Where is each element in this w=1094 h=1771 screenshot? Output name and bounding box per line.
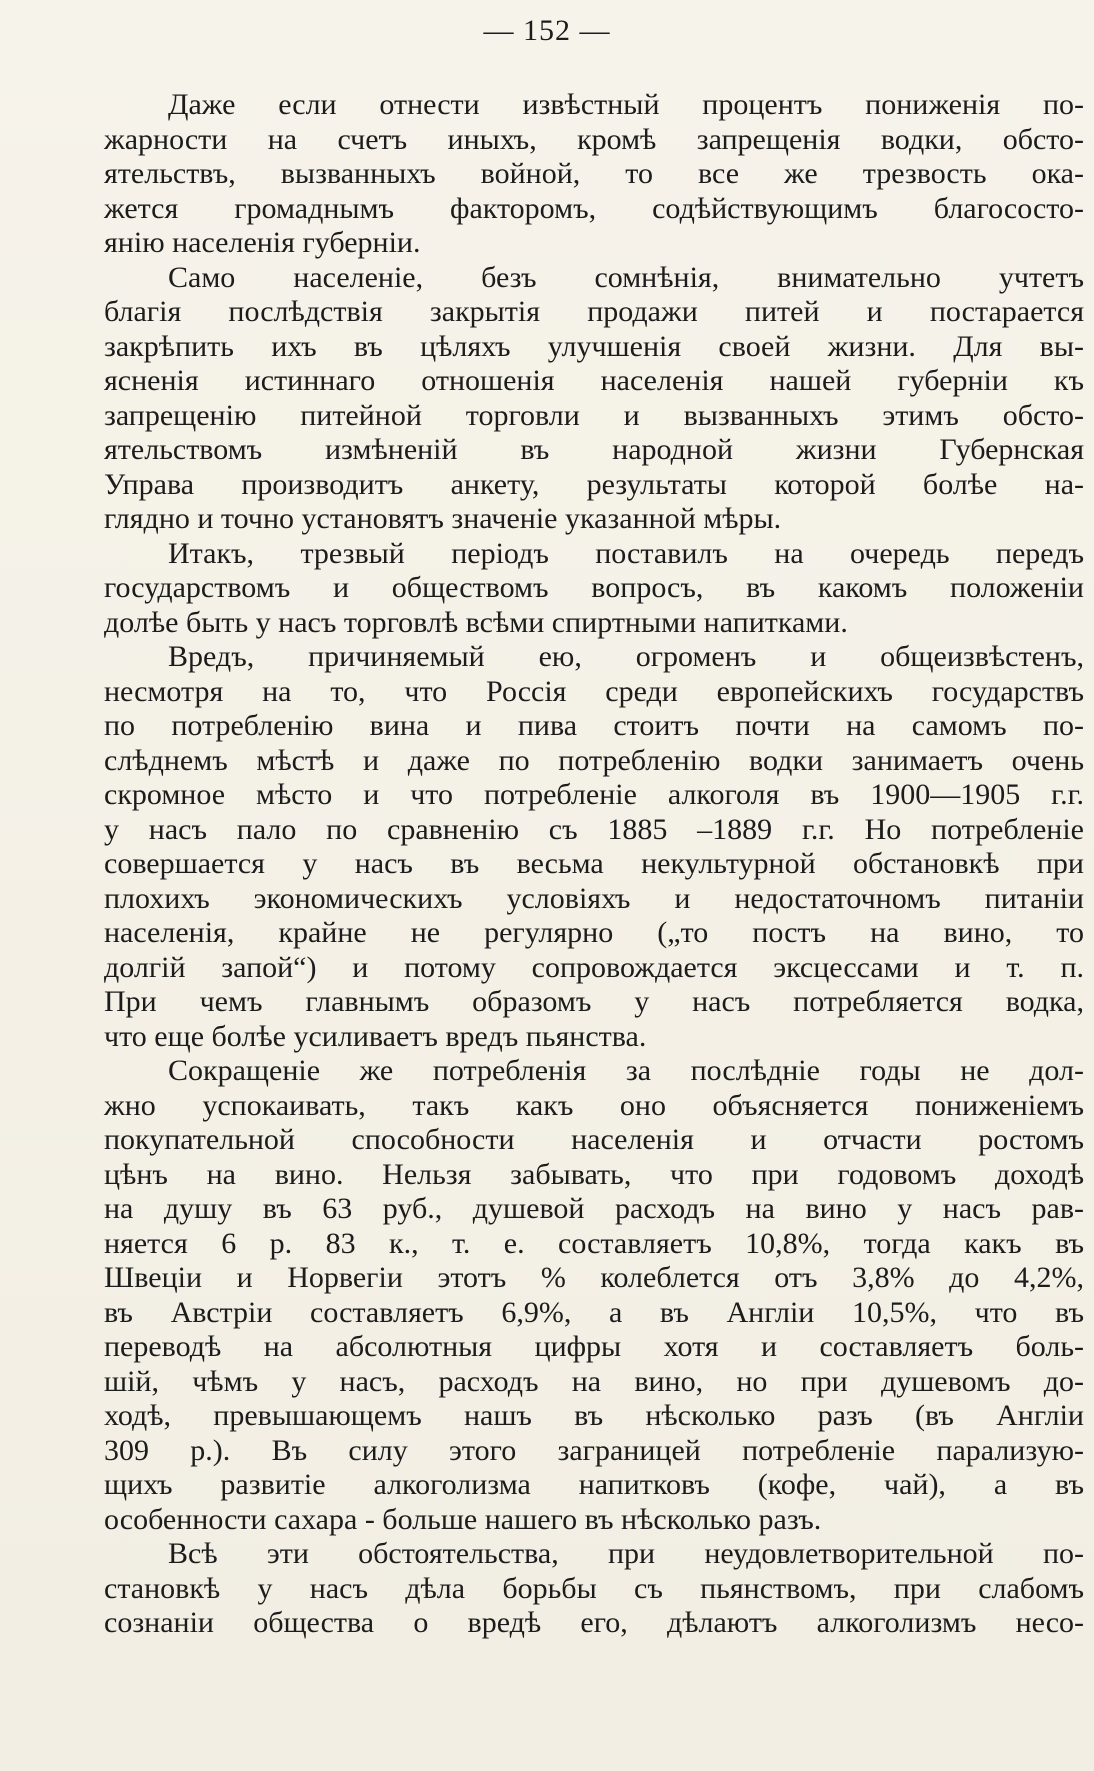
text-line: Всѣ эти обстоятельства, при неудовлетворительной по- bbox=[168, 1537, 1084, 1570]
text-line: по потребленію вина и пива стоитъ почти на самомъ по- bbox=[104, 709, 1084, 742]
text-line: долѣе быть у насъ торговлѣ всѣми спиртными напитками. bbox=[104, 605, 848, 639]
text-line: ятельствомъ измѣненій въ народной жизни Губернская bbox=[104, 433, 1084, 466]
text-line: благія послѣдствія закрытія продажи питей и постарается bbox=[104, 295, 1084, 328]
page-number: — 152 — bbox=[483, 14, 611, 47]
text-line: ясненія истиннаго отношенія населенія нашей губерніи къ bbox=[104, 364, 1084, 397]
text-line: покупательной способности населенія и отчасти ростомъ bbox=[104, 1123, 1084, 1156]
text-line: глядно и точно установятъ значеніе указанной мѣры. bbox=[104, 502, 782, 535]
text-line: сознаніи общества о вредѣ его, дѣлаютъ алкоголизмъ несо- bbox=[104, 1606, 1084, 1639]
text-line: запрещенію питейной торговли и вызванныхъ этимъ обсто- bbox=[104, 398, 1084, 432]
text-line: щихъ развитіе алкоголизма напитковъ (кофе, чай), а въ bbox=[104, 1468, 1084, 1501]
text-line: долгій запой“) и потому сопровождается эксцессами и т. п. bbox=[104, 950, 1084, 984]
text-line: При чемъ главнымъ образомъ у насъ потребляется водка, bbox=[104, 985, 1084, 1018]
text-line: Управа производитъ анкету, результаты которой болѣе на- bbox=[104, 467, 1084, 501]
text-line: государствомъ и обществомъ вопросъ, въ какомъ положеніи bbox=[104, 571, 1084, 604]
text-line: 309 р.). Въ силу этого заграницей потребленіе парализую- bbox=[104, 1433, 1084, 1467]
text-line: въ Австріи составляетъ 6,9%, а въ Англіи 10,5%, что въ bbox=[104, 1295, 1084, 1329]
text-line: слѣднемъ мѣстѣ и даже по потребленію водки занимаетъ очень bbox=[104, 743, 1084, 777]
text-line: на душу въ 63 руб., душевой расходъ на вино у насъ рав- bbox=[104, 1192, 1084, 1225]
text-line: населенія, крайне не регулярно („то постъ на вино, то bbox=[104, 916, 1084, 949]
text-line: Само населеніе, безъ сомнѣнія, внимательно учтетъ bbox=[168, 260, 1084, 294]
text-line: Швеціи и Норвегіи этотъ % колеблется отъ 3,8% до 4,2%, bbox=[104, 1261, 1084, 1294]
text-line: что еще болѣе усиливаетъ вредъ пьянства. bbox=[104, 1019, 647, 1053]
text-line: ходѣ, превышающемъ нашъ въ нѣсколько разъ (въ Англіи bbox=[104, 1399, 1084, 1432]
text-line: Вредъ, причиняемый ею, огроменъ и общеизвѣстенъ, bbox=[168, 640, 1084, 673]
text-line: шій, чѣмъ у насъ, расходъ на вино, но при душевомъ до- bbox=[104, 1364, 1084, 1398]
text-line: особенности сахара - больше нашего въ нѣсколько разъ. bbox=[104, 1502, 822, 1536]
text-line: жно успокаивать, такъ какъ оно объясняется пониженіемъ bbox=[104, 1088, 1084, 1122]
text-line: жарности на счетъ иныхъ, кромѣ запрещенія водки, обсто- bbox=[104, 122, 1084, 156]
text-line: Итакъ, трезвый періодъ поставилъ на очередь передъ bbox=[168, 536, 1084, 570]
text-line: плохихъ экономическихъ условіяхъ и недостаточномъ питаніи bbox=[104, 881, 1084, 915]
text-line: у насъ пало по сравненію съ 1885 –1889 г.г. Но потребленіе bbox=[104, 812, 1084, 846]
text-line: Сокращеніе же потребленія за послѣдніе годы не дол- bbox=[168, 1054, 1084, 1087]
text-line: несмотря на то, что Россія среди европейскихъ государствъ bbox=[104, 674, 1084, 708]
text-line: скромное мѣсто и что потребленіе алкоголя въ 1900—1905 г.г. bbox=[104, 778, 1084, 811]
text-line: цѣнъ на вино. Нельзя забывать, что при годовомъ доходѣ bbox=[104, 1157, 1084, 1191]
text-line: закрѣпить ихъ въ цѣляхъ улучшенія своей жизни. Для вы- bbox=[104, 329, 1084, 363]
text-line: жется громаднымъ факторомъ, содѣйствующимъ благососто- bbox=[104, 191, 1084, 225]
text-line: переводѣ на абсолютныя цифры хотя и составляетъ боль- bbox=[104, 1330, 1084, 1363]
text-line: няется 6 р. 83 к., т. е. составляетъ 10,8%, тогда какъ въ bbox=[104, 1226, 1084, 1260]
text-line: совершается у насъ въ весьма некультурной обстановкѣ при bbox=[104, 847, 1084, 880]
text-line: становкѣ у насъ дѣла борьбы съ пьянствомъ, при слабомъ bbox=[104, 1571, 1084, 1605]
text-line: янію населенія губерніи. bbox=[104, 226, 421, 259]
text-line: ятельствъ, вызванныхъ войной, то все же трезвость ока- bbox=[104, 157, 1084, 190]
text-line: Даже если отнести извѣстный процентъ пониженія по- bbox=[168, 88, 1084, 121]
body-text bbox=[104, 88, 1084, 1641]
